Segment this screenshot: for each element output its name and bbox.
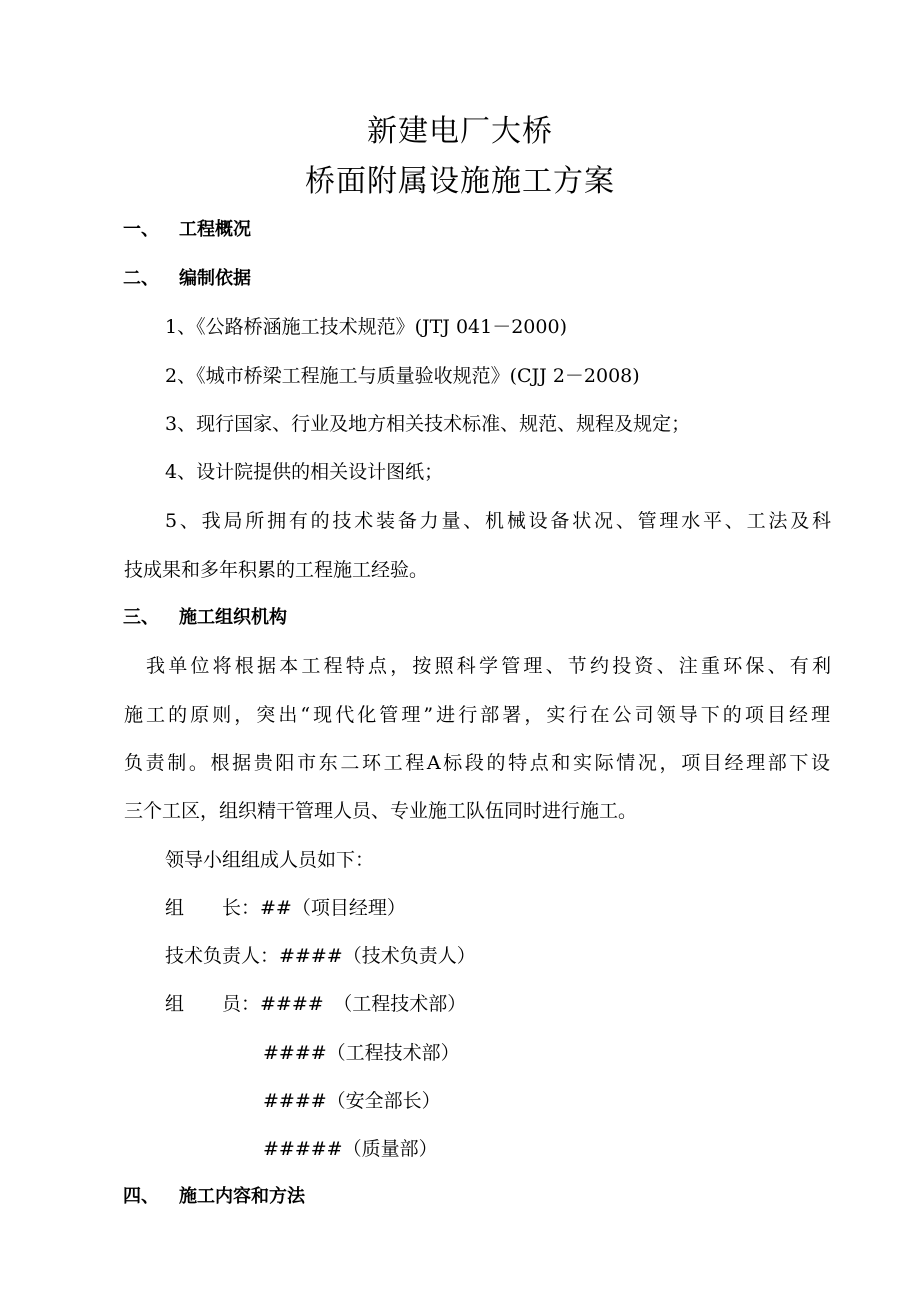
section-heading-4 <box>123 1185 305 1209</box>
leader-label: 组 长： <box>165 897 261 919</box>
leader-value: ##（项目经理） <box>260 897 406 919</box>
section-number: 一、 <box>123 219 159 240</box>
member-3: ####（安全部长） <box>263 1090 441 1112</box>
members-label: 组 员： <box>165 993 261 1015</box>
basis-item-5 <box>165 509 831 533</box>
basis-item-5-continued: 技成果和多年积累的工程施工经验。 <box>124 559 429 581</box>
leadership-intro: 领导小组组成人员如下： <box>165 849 375 871</box>
org-paragraph-line-3 <box>124 751 831 775</box>
member-1: #### （工程技术部） <box>260 993 467 1015</box>
basis-item-2: 2、《城市桥梁工程施工与质量验收规范》(CJJ 2－2008) <box>165 365 640 387</box>
section-title: 施工内容和方法 <box>179 1186 305 1207</box>
tech-lead-value: ####（技术负责人） <box>279 945 476 967</box>
org-paragraph-line-1 <box>146 654 831 678</box>
org-paragraph-text: 我单位将根据本工程特点，按照科学管理、节约投资、注重环保、有利 <box>146 655 831 677</box>
org-paragraph-text: 负责制。根据贵阳市东二环工程A标段的特点和实际情况，项目经理部下设 <box>124 752 830 774</box>
document-title-line2: 桥面附属设施施工方案 <box>305 164 615 199</box>
basis-item-5-text: 5、我局所拥有的技术装备力量、机械设备状况、管理水平、工法及科 <box>165 510 831 532</box>
org-paragraph-text: 施工的原则，突出“现代化管理”进行部署，实行在公司领导下的项目经理 <box>124 704 830 726</box>
basis-item-3: 3、现行国家、行业及地方相关技术标准、规范、规程及规定； <box>165 413 691 435</box>
section-number: 三、 <box>123 607 159 628</box>
document-title-line1: 新建电厂大桥 <box>367 114 553 149</box>
section-title: 编制依据 <box>179 268 251 289</box>
org-paragraph-line-2 <box>124 703 831 727</box>
section-number: 二、 <box>123 268 159 289</box>
member-4: #####（质量部） <box>263 1138 438 1160</box>
section-title: 工程概况 <box>179 219 251 240</box>
members-row <box>165 992 466 1016</box>
section-heading-1 <box>123 218 251 242</box>
basis-item-1: 1、《公路桥涵施工技术规范》(JTJ 041－2000) <box>165 316 567 338</box>
section-heading-2 <box>123 267 251 291</box>
org-paragraph-line-4: 三个工区，组织精干管理人员、专业施工队伍同时进行施工。 <box>124 800 638 822</box>
section-heading-3 <box>123 606 287 630</box>
basis-item-4: 4、设计院提供的相关设计图纸； <box>165 461 444 483</box>
member-2: ####（工程技术部） <box>263 1042 460 1064</box>
leader-row <box>165 896 406 920</box>
section-number: 四、 <box>123 1186 159 1207</box>
tech-lead-row <box>165 944 476 968</box>
section-title: 施工组织机构 <box>179 607 287 628</box>
tech-lead-label: 技术负责人： <box>165 945 280 967</box>
